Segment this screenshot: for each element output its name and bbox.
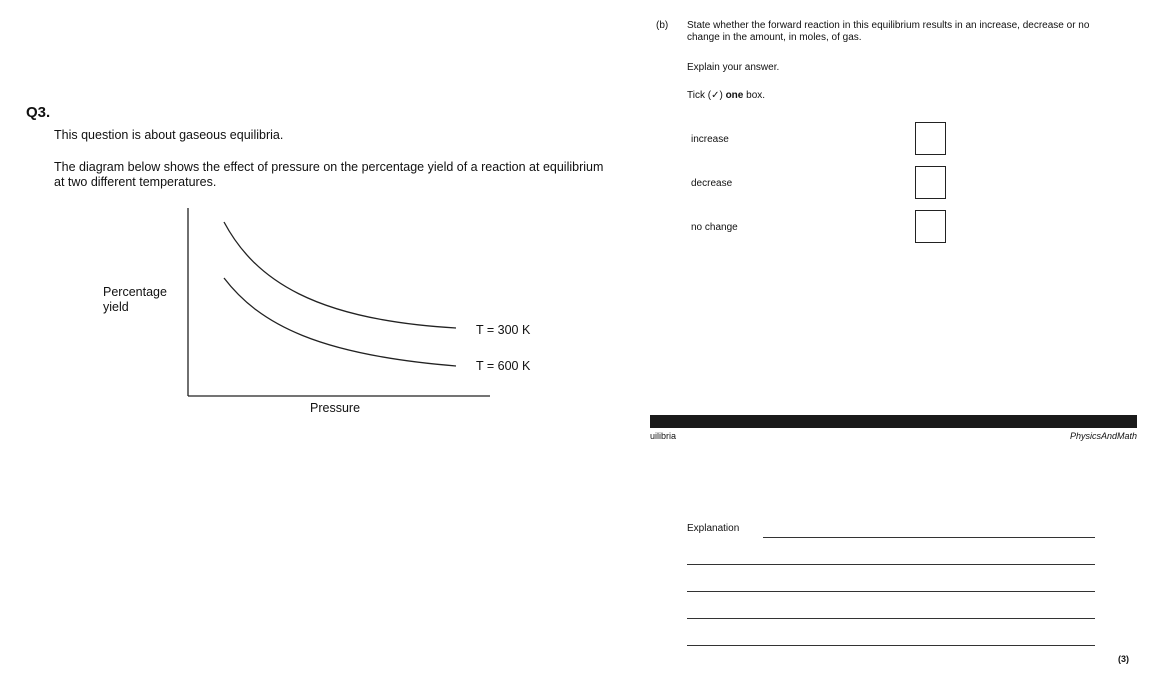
option-decrease-label: decrease bbox=[691, 178, 733, 189]
answer-line-4[interactable] bbox=[687, 618, 1095, 619]
answer-line-1[interactable] bbox=[763, 537, 1095, 538]
answer-line-3[interactable] bbox=[687, 591, 1095, 592]
option-no-change-checkbox[interactable] bbox=[915, 210, 946, 243]
marks-label: (3) bbox=[1118, 654, 1129, 664]
footer-right-text: PhysicsAndMath bbox=[1069, 431, 1137, 441]
part-label: (b) bbox=[656, 20, 669, 31]
curve-label-600k: T = 600 K bbox=[476, 359, 531, 373]
diagram-description: The diagram below shows the effect of pressure on the percentage yield of a reaction at equilibrium at two different temperatures. bbox=[54, 160, 604, 189]
option-no-change-label: no change bbox=[691, 222, 738, 233]
answer-line-2[interactable] bbox=[687, 564, 1095, 565]
question-number: Q3. bbox=[26, 104, 51, 121]
answer-line-5[interactable] bbox=[687, 645, 1095, 646]
option-increase-checkbox[interactable] bbox=[915, 122, 946, 155]
tick-instruction bbox=[687, 90, 765, 101]
footer-bar bbox=[650, 415, 1137, 428]
y-axis-label-line2: yield bbox=[103, 300, 129, 314]
y-axis-label-line1: Percentage bbox=[103, 285, 167, 299]
explain-instruction: Explain your answer. bbox=[687, 62, 780, 73]
x-axis-label: Pressure bbox=[310, 401, 361, 415]
y-axis-label bbox=[103, 285, 167, 315]
curve-600k bbox=[224, 278, 456, 366]
tick-suffix: box. bbox=[743, 90, 766, 101]
tick-mid: ) bbox=[719, 90, 726, 101]
option-increase-label: increase bbox=[691, 134, 729, 145]
curve-label-300k: T = 300 K bbox=[476, 323, 531, 337]
part-question: State whether the forward reaction in this equilibrium results in an increase, decrease or no change in the amount, in moles, of gas. bbox=[687, 20, 1090, 43]
question-intro: This question is about gaseous equilibria. bbox=[54, 128, 284, 142]
footer-left-text: uilibria bbox=[650, 431, 677, 441]
tick-prefix: Tick ( bbox=[687, 90, 712, 101]
explanation-label: Explanation bbox=[687, 523, 740, 534]
tick-symbol: ✓ bbox=[711, 90, 720, 101]
tick-bold: one bbox=[725, 90, 744, 101]
option-decrease-checkbox[interactable] bbox=[915, 166, 946, 199]
